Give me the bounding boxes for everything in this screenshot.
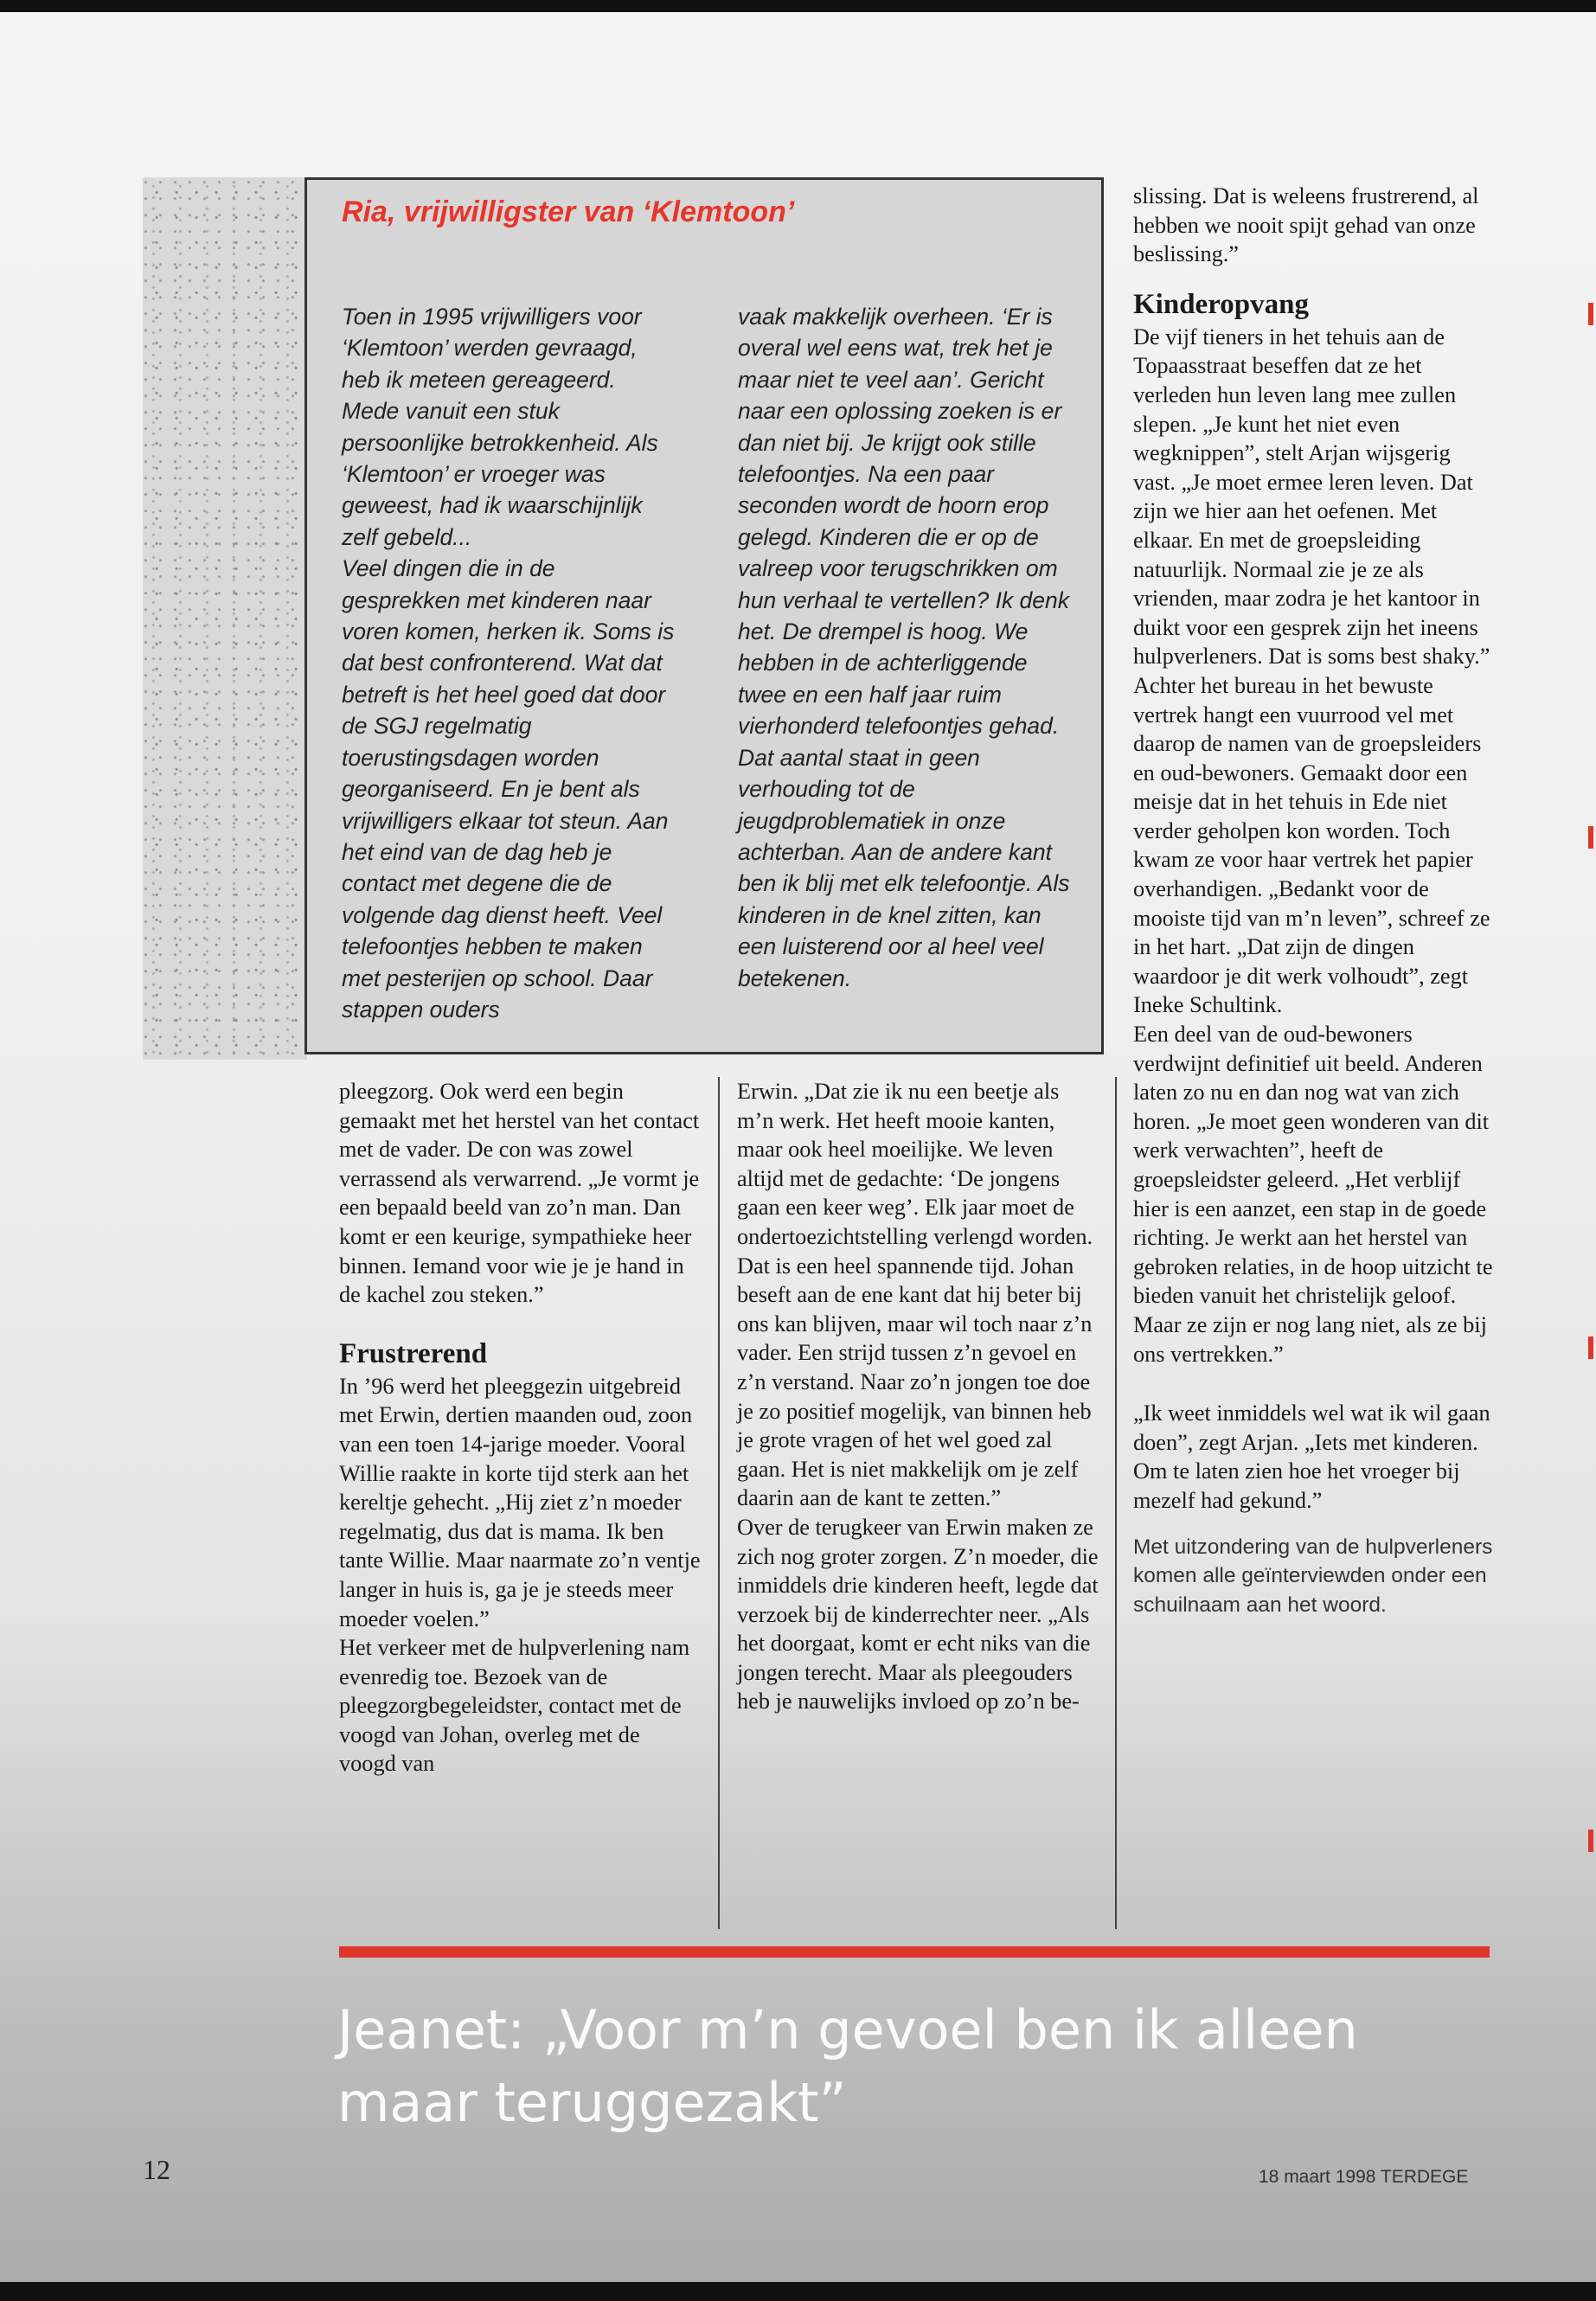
bottom-border — [0, 2282, 1596, 2301]
margin-mark — [1588, 1336, 1593, 1359]
margin-mark — [1588, 826, 1593, 849]
paragraph: Over de terugkeer van Erwin maken ze zich nog groter zorgen. Z’n moeder, die inmiddels drie kinderen heeft, legde dat verzoek bij de kinderrechter neer. „Als het doorgaat, komt er echt niks van die jongen terecht. Maar als pleegouders heb je nauwelijks invloed op zo’n be- — [737, 1514, 1099, 1715]
paragraph: In ’96 werd het pleeggezin uitgebreid met Erwin, dertien maanden oud, zoon van een toen 14-jarige moeder. Vooral Willie raakte in korte tijd sterk aan het kereltje gehecht. „Hij ziet z’n moeder regelmatig, dus dat is mama. Ik ben tante Willie. Maar naarmate zo’n ventje langer in huis is, ga je je steeds meer moeder voelen.” — [339, 1373, 701, 1631]
paragraph: Achter het bureau in het bewuste vertrek hangt een vuurrood vel met daarop de namen van de groepsleiders en oud-bewoners. Gemaakt door een meisje dat in het tehuis in Ede niet verder geholpen kon worden. Toch kwam ze voor haar vertrek het papier overhandigen. „Bedankt voor de mooiste tijd van m’n leven”, schreef ze in het hart. „Dat zijn de dingen waardoor je dit werk volhoudt”, zegt Ineke Schultink. — [1133, 672, 1490, 1018]
sidebar-paragraph: Veel dingen die in de gesprekken met kinderen naar voren komen, herken ik. Soms is dat best confronterend. Wat dat betreft is het heel goed dat door de SGJ regelmatig toerustingsdagen worden georganiseerd. En je bent als vrijwilligers elkaar tot steun. Aan het eind van de dag heb je contact met degene die de volgende dag dienst heeft. Veel telefoontjes hebben te maken met pesterijen op school. Daar stappen ouders — [342, 555, 675, 1022]
speckled-texture — [143, 177, 307, 1060]
page-number: 12 — [143, 2154, 170, 2185]
article-column-3 — [1133, 182, 1497, 1619]
sidebar-column-1 — [342, 301, 679, 1025]
sidebar-title: Ria, vrijwilligster van ‘Klemtoon’ — [342, 195, 795, 228]
paragraph: pleegzorg. Ook werd een begin gemaakt met het herstel van het contact met de vader. De con was zowel verrassend als verwarrend. „Je vormt je een bepaald beeld van zo’n man. Dan komt er een keurige, sympathieke heer binnen. Iemand voor wie je je hand in de kachel zou steken.” — [339, 1079, 700, 1308]
disclaimer-note: Met uitzondering van de hulpverleners komen alle geïnterviewden onder een schuilnaam aan het woord. — [1133, 1535, 1493, 1617]
margin-mark — [1588, 303, 1593, 325]
column-divider — [718, 1077, 720, 1929]
section-heading-frustrerend: Frustrerend — [339, 1337, 488, 1369]
article-column-2 — [737, 1077, 1099, 1716]
sidebar-paragraph: Toen in 1995 vrijwilligers voor ‘Klemtoon’ werden gevraagd, heb ik meteen gereageerd. Mede vanuit een stuk persoonlijke betrokkenheid. Als ‘Klemtoon’ er vroeger was geweest, had ik waarschijnlijk zelf gebeld... — [342, 304, 658, 550]
paragraph: Het verkeer met de hulpverlening nam evenredig toe. Bezoek van de pleegzorgbegeleidster, contact met de voogd van Johan, overleg met de voogd van — [339, 1635, 690, 1777]
sidebar-column-2 — [738, 301, 1075, 994]
red-divider — [339, 1946, 1490, 1958]
sidebar-paragraph: vaak makkelijk overheen. ‘Er is overal wel eens wat, trek het je maar niet te veel aan’. Gericht naar een oplossing zoeken is er dan niet bij. Je krijgt ook stille telefoontjes. Na een paar seconden wordt de hoorn erop gelegd. Kinderen die er op de valreep voor terugschrikken om hun verhaal te vertellen? Ik denk het. De drempel is hoog. We hebben in de achterliggende twee en een half jaar ruim vierhonderd telefoontjes gehad. Dat aantal staat in geen verhouding tot de jeugdproblematiek in onze achterban. Aan de andere kant ben ik blij met elk telefoontje. Als kinderen in de knel zitten, kan een luisterend oor al heel veel betekenen. — [738, 304, 1070, 991]
top-border — [0, 0, 1596, 12]
margin-mark — [1588, 1830, 1593, 1852]
paragraph: „Ik weet inmiddels wel wat ik wil gaan doen”, zegt Arjan. „Iets met kinderen. Om te laten zien hoe het vroeger bij mezelf had gekund.” — [1133, 1400, 1490, 1513]
paragraph: De vijf tieners in het tehuis aan de Topaasstraat beseffen dat ze het verleden hun leven lang mee zullen slepen. „Je kunt het niet even wegknippen”, stelt Arjan wijsgerig vast. „Je moet ermee leren leven. Dat zijn we hier aan het oefenen. Met elkaar. En met de groepsleiding natuurlijk. Normaal zie je ze als vrienden, maar zodra je het kantoor in duikt voor een gesprek zijn het ineens hulpverleners. Dat is soms best shaky.” — [1133, 324, 1490, 670]
publication-footer: 18 maart 1998 TERDEGE — [1259, 2167, 1469, 2187]
column-divider — [1115, 1077, 1117, 1929]
paragraph: Een deel van de oud-bewoners verdwijnt definitief uit beeld. Anderen laten zo nu en dan nog wat van zich horen. „Je moet geen wonderen van dit werk verwachten”, heeft de groepsleidster geleerd. „Het verblijf hier is een aanzet, een stap in de goede richting. Je werkt aan het herstel van gebroken relaties, in de hoop uitzicht te bieden vanuit het christelijk geloof. Maar ze zijn er nog lang niet, als ze bij ons vertrekken.” — [1133, 1022, 1493, 1367]
next-article-headline: Jeanet: „Voor m’n gevoel ben ik alleen maar teruggezakt” — [337, 1998, 1358, 2134]
article-column-1 — [339, 1077, 701, 1779]
section-heading-kinderopvang: Kinderopvang — [1133, 288, 1309, 320]
paragraph: slissing. Dat is weleens frustrerend, al hebben we nooit spijt gehad van onze beslissing.” — [1133, 183, 1479, 267]
paragraph: Erwin. „Dat zie ik nu een beetje als m’n werk. Het heeft mooie kanten, maar ook heel moeilijke. We leven altijd met de gedachte: ‘De jongens gaan een keer weg’. Elk jaar moet de ondertoezichtstelling verlengd worden. Dat is een heel spannende tijd. Johan beseft aan de ene kant dat hij beter bij ons kan blijven, maar wil toch naar z’n vader. Een strijd tussen z’n gevoel en z’n verstand. Naar zo’n jongen toe doe je zo positief mogelijk, van binnen heb je grote vragen of het wel goed zal gaan. Het is niet makkelijk om je zelf daarin aan de kant te zetten.” — [737, 1079, 1093, 1511]
sidebar-box — [304, 177, 1104, 1054]
